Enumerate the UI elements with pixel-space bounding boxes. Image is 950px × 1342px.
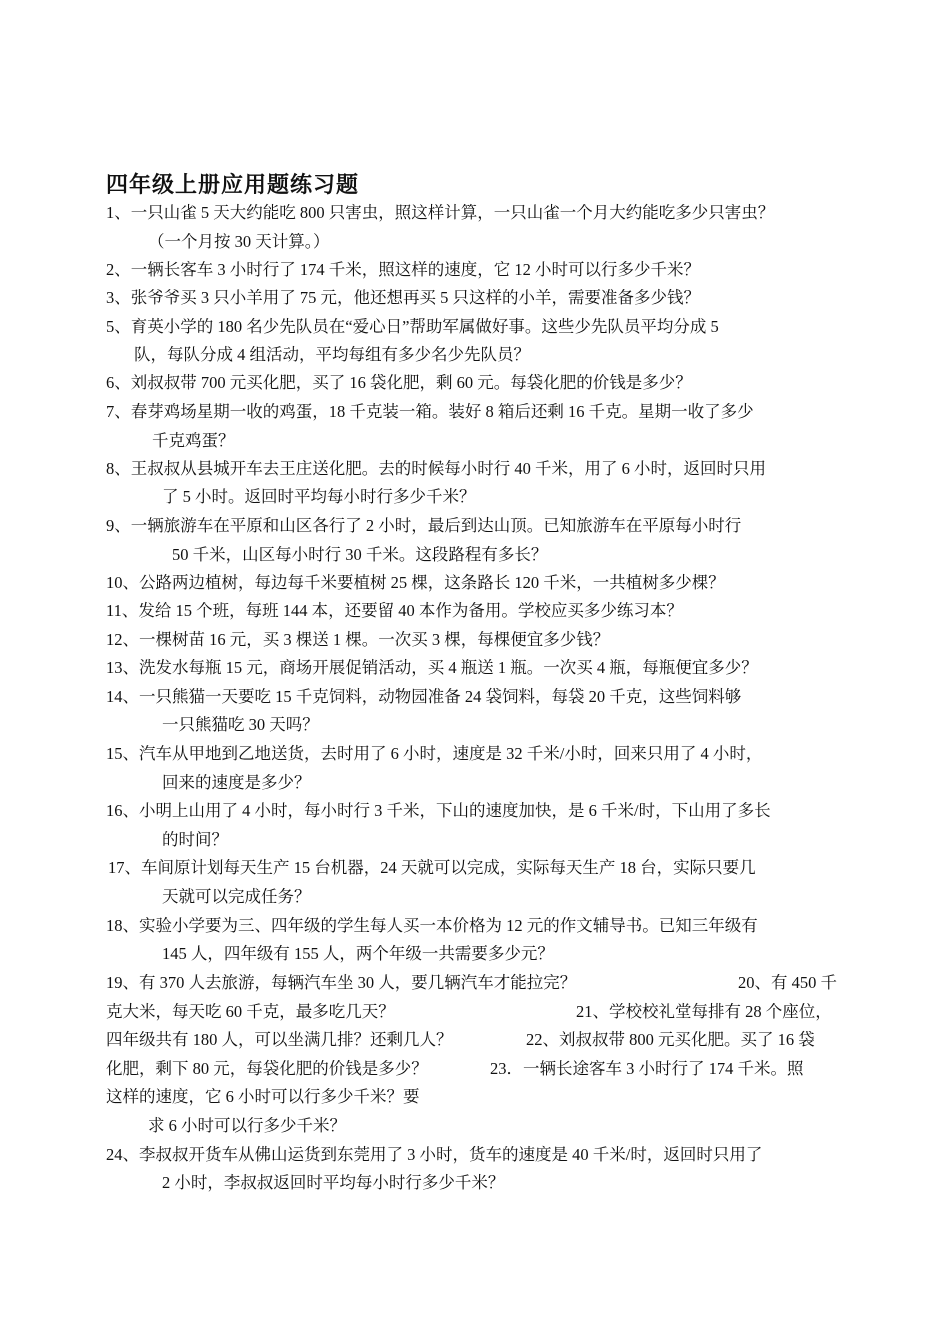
- text-line: 1、一只山雀 5 天大约能吃 800 只害虫，照这样计算，一只山雀一个月大约能吃多少只害虫？: [106, 203, 775, 222]
- text-line: 15、汽车从甲地到乙地送货，去时用了 6 小时，速度是 32 千米/小时，回来只用了 4 小时，: [106, 744, 763, 763]
- text-line: 这样的速度，它 6 小时可以行多少千米？要: [106, 1087, 420, 1106]
- text-line: 21、学校校礼堂每排有 28 个座位，: [576, 1002, 832, 1021]
- text-line: 5、育英小学的 180 名少先队员在“爱心日”帮助军属做好事。这些少先队员平均分成 5: [106, 317, 719, 336]
- text-line: 千克鸡蛋？: [152, 431, 235, 450]
- text-line: 17、车间原计划每天生产 15 台机器，24 天就可以完成，实际每天生产 18 台，实际只要几: [108, 858, 756, 877]
- text-line: 19、有 370 人去旅游，每辆汽车坐 30 人，要几辆汽车才能拉完？: [106, 973, 577, 992]
- text-line: 克大米，每天吃 60 千克，最多吃几天？: [106, 1002, 395, 1021]
- text-line: 四年级共有 180 人，可以坐满几排？还剩几人？: [106, 1030, 453, 1049]
- text-line: 回来的速度是多少？: [162, 773, 311, 792]
- text-line: 12、一棵树苗 16 元，买 3 棵送 1 棵。一次买 3 棵，每棵便宜多少钱？: [106, 630, 610, 649]
- text-line: 7、春芽鸡场星期一收的鸡蛋，18 千克装一箱。装好 8 箱后还剩 16 千克。星期一收了多少: [106, 402, 754, 421]
- text-line: 145 人，四年级有 155 人，两个年级一共需要多少元？: [162, 944, 554, 963]
- text-line: 50 千米，山区每小时行 30 千米。这段路程有多长？: [172, 545, 548, 564]
- text-line: 9、一辆旅游车在平原和山区各行了 2 小时，最后到达山顶。已知旅游车在平原每小时行: [106, 516, 742, 535]
- text-line: 的时间？: [162, 830, 228, 849]
- text-line: 3、张爷爷买 3 只小羊用了 75 元，他还想再买 5 只这样的小羊，需要准备多少钱？: [106, 288, 700, 307]
- text-line: 天就可以完成任务？: [162, 887, 311, 906]
- text-line: 13、洗发水每瓶 15 元，商场开展促销活动，买 4 瓶送 1 瓶。一次买 4 瓶，每瓶便宜多少？: [106, 658, 758, 677]
- text-line: 14、一只熊猫一天要吃 15 千克饲料，动物园准备 24 袋饲料，每袋 20 千克，这些饲料够: [106, 687, 742, 706]
- text-line: 了 5 小时。返回时平均每小时行多少千米？: [162, 487, 476, 506]
- text-line: 队，每队分成 4 组活动，平均每组有多少名少先队员？: [134, 345, 530, 364]
- text-line: 23．一辆长途客车 3 小时行了 174 千米。照: [490, 1059, 804, 1078]
- text-line: 20、有 450 千: [738, 973, 837, 992]
- text-line: 24、李叔叔开货车从佛山运货到东莞用了 3 小时，货车的速度是 40 千米/时，返回时只用了: [106, 1145, 763, 1164]
- text-line: 10、公路两边植树，每边每千米要植树 25 棵，这条路长 120 千米，一共植树多少棵？: [106, 573, 725, 592]
- text-line: 6、刘叔叔带 700 元买化肥，买了 16 袋化肥，剩 60 元。每袋化肥的价钱是多少？: [106, 373, 692, 392]
- text-line: 16、小明上山用了 4 小时，每小时行 3 千米，下山的速度加快，是 6 千米/时，下山用了多长: [106, 801, 771, 820]
- text-line: 22、刘叔叔带 800 元买化肥。买了 16 袋: [526, 1030, 815, 1049]
- page-title: 四年级上册应用题练习题: [106, 172, 360, 197]
- text-line: 8、王叔叔从县城开车去王庄送化肥。去的时候每小时行 40 千米，用了 6 小时，返回时只用: [106, 459, 766, 478]
- text-line: 18、实验小学要为三、四年级的学生每人买一本价格为 12 元的作文辅导书。已知三年级有: [106, 916, 758, 935]
- text-line: 化肥，剩下 80 元，每袋化肥的价钱是多少？: [106, 1059, 428, 1078]
- text-line: 2、一辆长客车 3 小时行了 174 千米，照这样的速度，它 12 小时可以行多少千米？: [106, 260, 700, 279]
- text-line: （一个月按 30 天计算。）: [148, 232, 330, 251]
- text-line: 2 小时，李叔叔返回时平均每小时行多少千米？: [162, 1173, 505, 1192]
- text-line: 11、发给 15 个班，每班 144 本，还要留 40 本作为备用。学校应买多少练习本？: [106, 601, 683, 620]
- text-line: 求 6 小时可以行多少千米？: [148, 1116, 346, 1135]
- text-line: 一只熊猫吃 30 天吗？: [162, 715, 319, 734]
